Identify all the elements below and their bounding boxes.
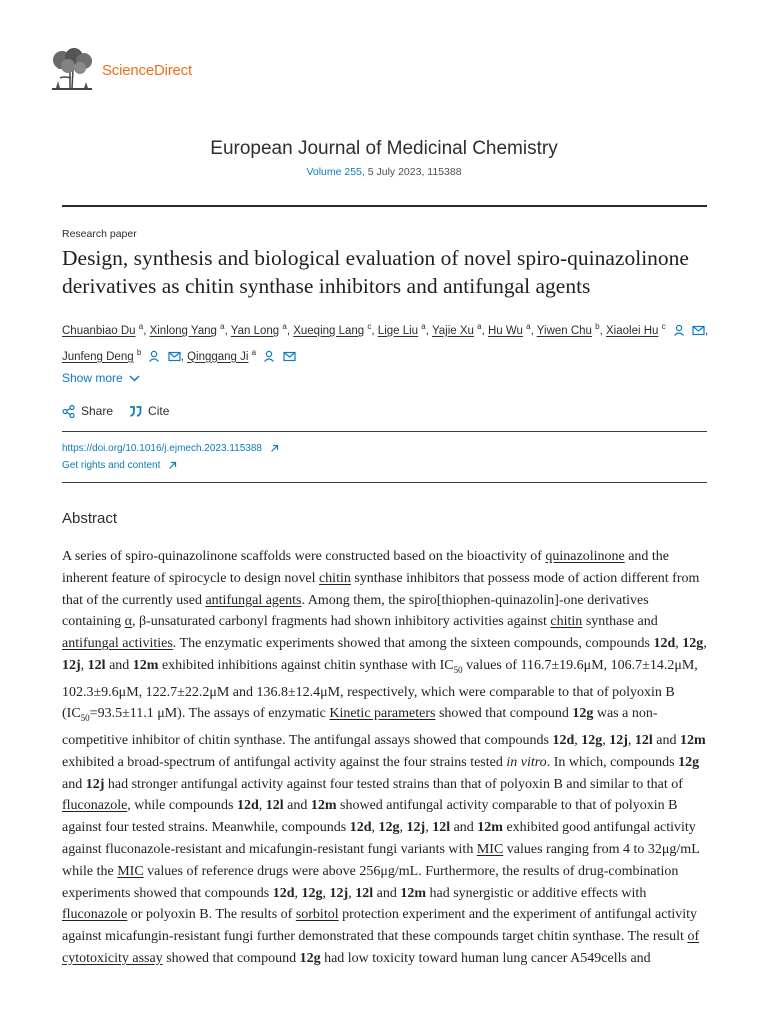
doi-text: https://doi.org/10.1016/j.ejmech.2023.115388 [62, 443, 262, 454]
external-link-icon [168, 461, 177, 470]
author[interactable]: Xinlong Yang $^a$, [149, 322, 231, 337]
glossary-link[interactable]: fluconazole [62, 798, 128, 814]
links-divider [62, 482, 707, 483]
abstract-text: A series of spiro-quinazolinone scaffolds were constructed based on the bioactivity of quinazolinone and the inherent feature of spirocycle to design novel chitin synthase inhibitors that possess mode of action different from that of the currently used antifungal agents. Among them, the spiro[thiophen-quinazolin]-one derivatives containing α, β-unsaturated carbonyl fragments had shown inhibitory activities against chitin synthase and antifungal activities. The enzymatic experiments showed that among the sixteen compounds, compounds 12d, 12g, 12j, 12l and 12m exhibited inhibitions against chitin synthase with $IC_{50}$ values of 116.7±19.6μM, 106.7±14.2μM, 102.3±9.6μM, 122.7±22.2μM and 136.8±12.4μM, respectively, which were comparable to that of polyoxin B ($IC_{50}=93.5\pm 11.1$ μM). The assays of enzymatic Kinetic parameters showed that compound 12g was a non-competitive inhibitor of chitin synthase. The antifungal assays showed that compounds 12d, 12g, 12j, 12l and 12m exhibited a broad-spectrum of antifungal activity against the four strains tested in vitro. In which, compounds 12g and 12j had stronger antifungal activity against four tested strains than that of polyoxin B and similar to that of fluconazole, while compounds 12d, 12l and 12m showed antifungal activity comparable to that of polyoxin B against four tested strains. Meanwhile, compounds 12d, 12g, 12j, 12l and 12m exhibited good antifungal activity against fluconazole-resistant and micafungin-resistant fungi variants with MIC values ranging from 4 to 32μg/mL while the MIC values of reference drugs were above 256μg/mL. Furthermore, the results of drug-combination experiments showed that compounds 12d, 12g, 12j, 12l and 12m had synergistic or additive effects with fluconazole or polyoxin B. The results of sorbitol protection experiment and the experiment of antifungal activity against micafungin-resistant fungi further demonstrated that these compounds target chitin synthase. The result of cytotoxicity assay showed that compound 12g had low toxicity toward human lung cancer A549cells and [62, 549, 707, 966]
author[interactable]: Lige Liu $^a$, [377, 322, 432, 337]
glossary-link[interactable]: MIC [117, 863, 144, 879]
glossary-link[interactable]: chitin [550, 614, 583, 630]
glossary-link[interactable]: Kinetic parameters [329, 706, 436, 722]
email-icon[interactable] [283, 351, 296, 362]
person-icon[interactable] [263, 350, 275, 362]
glossary-link[interactable]: of cytotoxicity assay [62, 929, 700, 966]
person-icon[interactable] [148, 350, 160, 362]
glossary-link[interactable]: MIC [476, 841, 504, 857]
glossary-link[interactable]: chitin [318, 570, 351, 586]
glossary-link[interactable]: fluconazole [62, 907, 128, 923]
chevron-down-icon [129, 375, 140, 382]
show-more-button[interactable] [62, 371, 140, 385]
author[interactable]: Junfeng Deng $^b$ , [62, 347, 188, 363]
rights-text: Get rights and content [62, 460, 161, 471]
publisher-name: ScienceDirect [102, 61, 192, 79]
rights-link[interactable] [62, 457, 279, 474]
journal-title[interactable]: European Journal of Medicinal Chemistry [210, 138, 558, 159]
share-label: Share [81, 404, 114, 418]
author[interactable]: Xueqing Lang $^c$, [293, 322, 378, 337]
article-type: Research paper [62, 228, 137, 240]
header-divider [62, 205, 707, 207]
glossary-link[interactable]: α [124, 614, 132, 630]
sciencedirect-logo[interactable] [48, 48, 192, 92]
glossary-link[interactable]: quinazolinone [545, 549, 625, 564]
author[interactable]: Xiaolei Hu $^c$ , [606, 322, 709, 337]
article-actions [62, 404, 169, 418]
elsevier-tree-icon [48, 48, 96, 92]
article-links [62, 440, 279, 474]
article-title: Design, synthesis and biological evaluation of novel spiro-quinazolinone derivatives as chitin synthase inhibitors and antifungal agents [62, 246, 689, 298]
external-link-icon [270, 444, 279, 453]
author[interactable]: Hu Wu $^a$, [487, 322, 537, 337]
actions-divider [62, 431, 707, 432]
quote-icon [129, 406, 142, 417]
author[interactable]: Yajie Xu $^a$, [431, 322, 488, 337]
author-list [62, 316, 712, 368]
author[interactable]: Qinggang Ji $^a$ [187, 351, 295, 363]
email-icon[interactable] [168, 351, 181, 362]
volume-link[interactable]: Volume 255 [306, 166, 362, 178]
author[interactable]: Yiwen Chu $^b$, [536, 322, 606, 337]
glossary-link[interactable]: antifungal activities [62, 636, 173, 652]
share-button[interactable] [62, 404, 113, 418]
issue-date: , 5 July 2023, 115388 [361, 166, 462, 178]
author[interactable]: Chuanbiao Du $^a$, [62, 322, 150, 337]
person-icon[interactable] [673, 324, 685, 336]
glossary-link[interactable]: antifungal agents [205, 592, 302, 608]
show-more-label: Show more [62, 371, 123, 385]
author[interactable]: Yan Long $^a$, [230, 322, 294, 337]
glossary-link[interactable]: sorbitol [295, 907, 339, 923]
share-icon [62, 405, 75, 418]
cite-label: Cite [148, 404, 170, 418]
volume-info [0, 166, 768, 178]
email-icon[interactable] [692, 325, 705, 336]
doi-link[interactable] [62, 440, 279, 457]
cite-button[interactable] [129, 404, 169, 418]
abstract-heading: Abstract [62, 510, 118, 527]
